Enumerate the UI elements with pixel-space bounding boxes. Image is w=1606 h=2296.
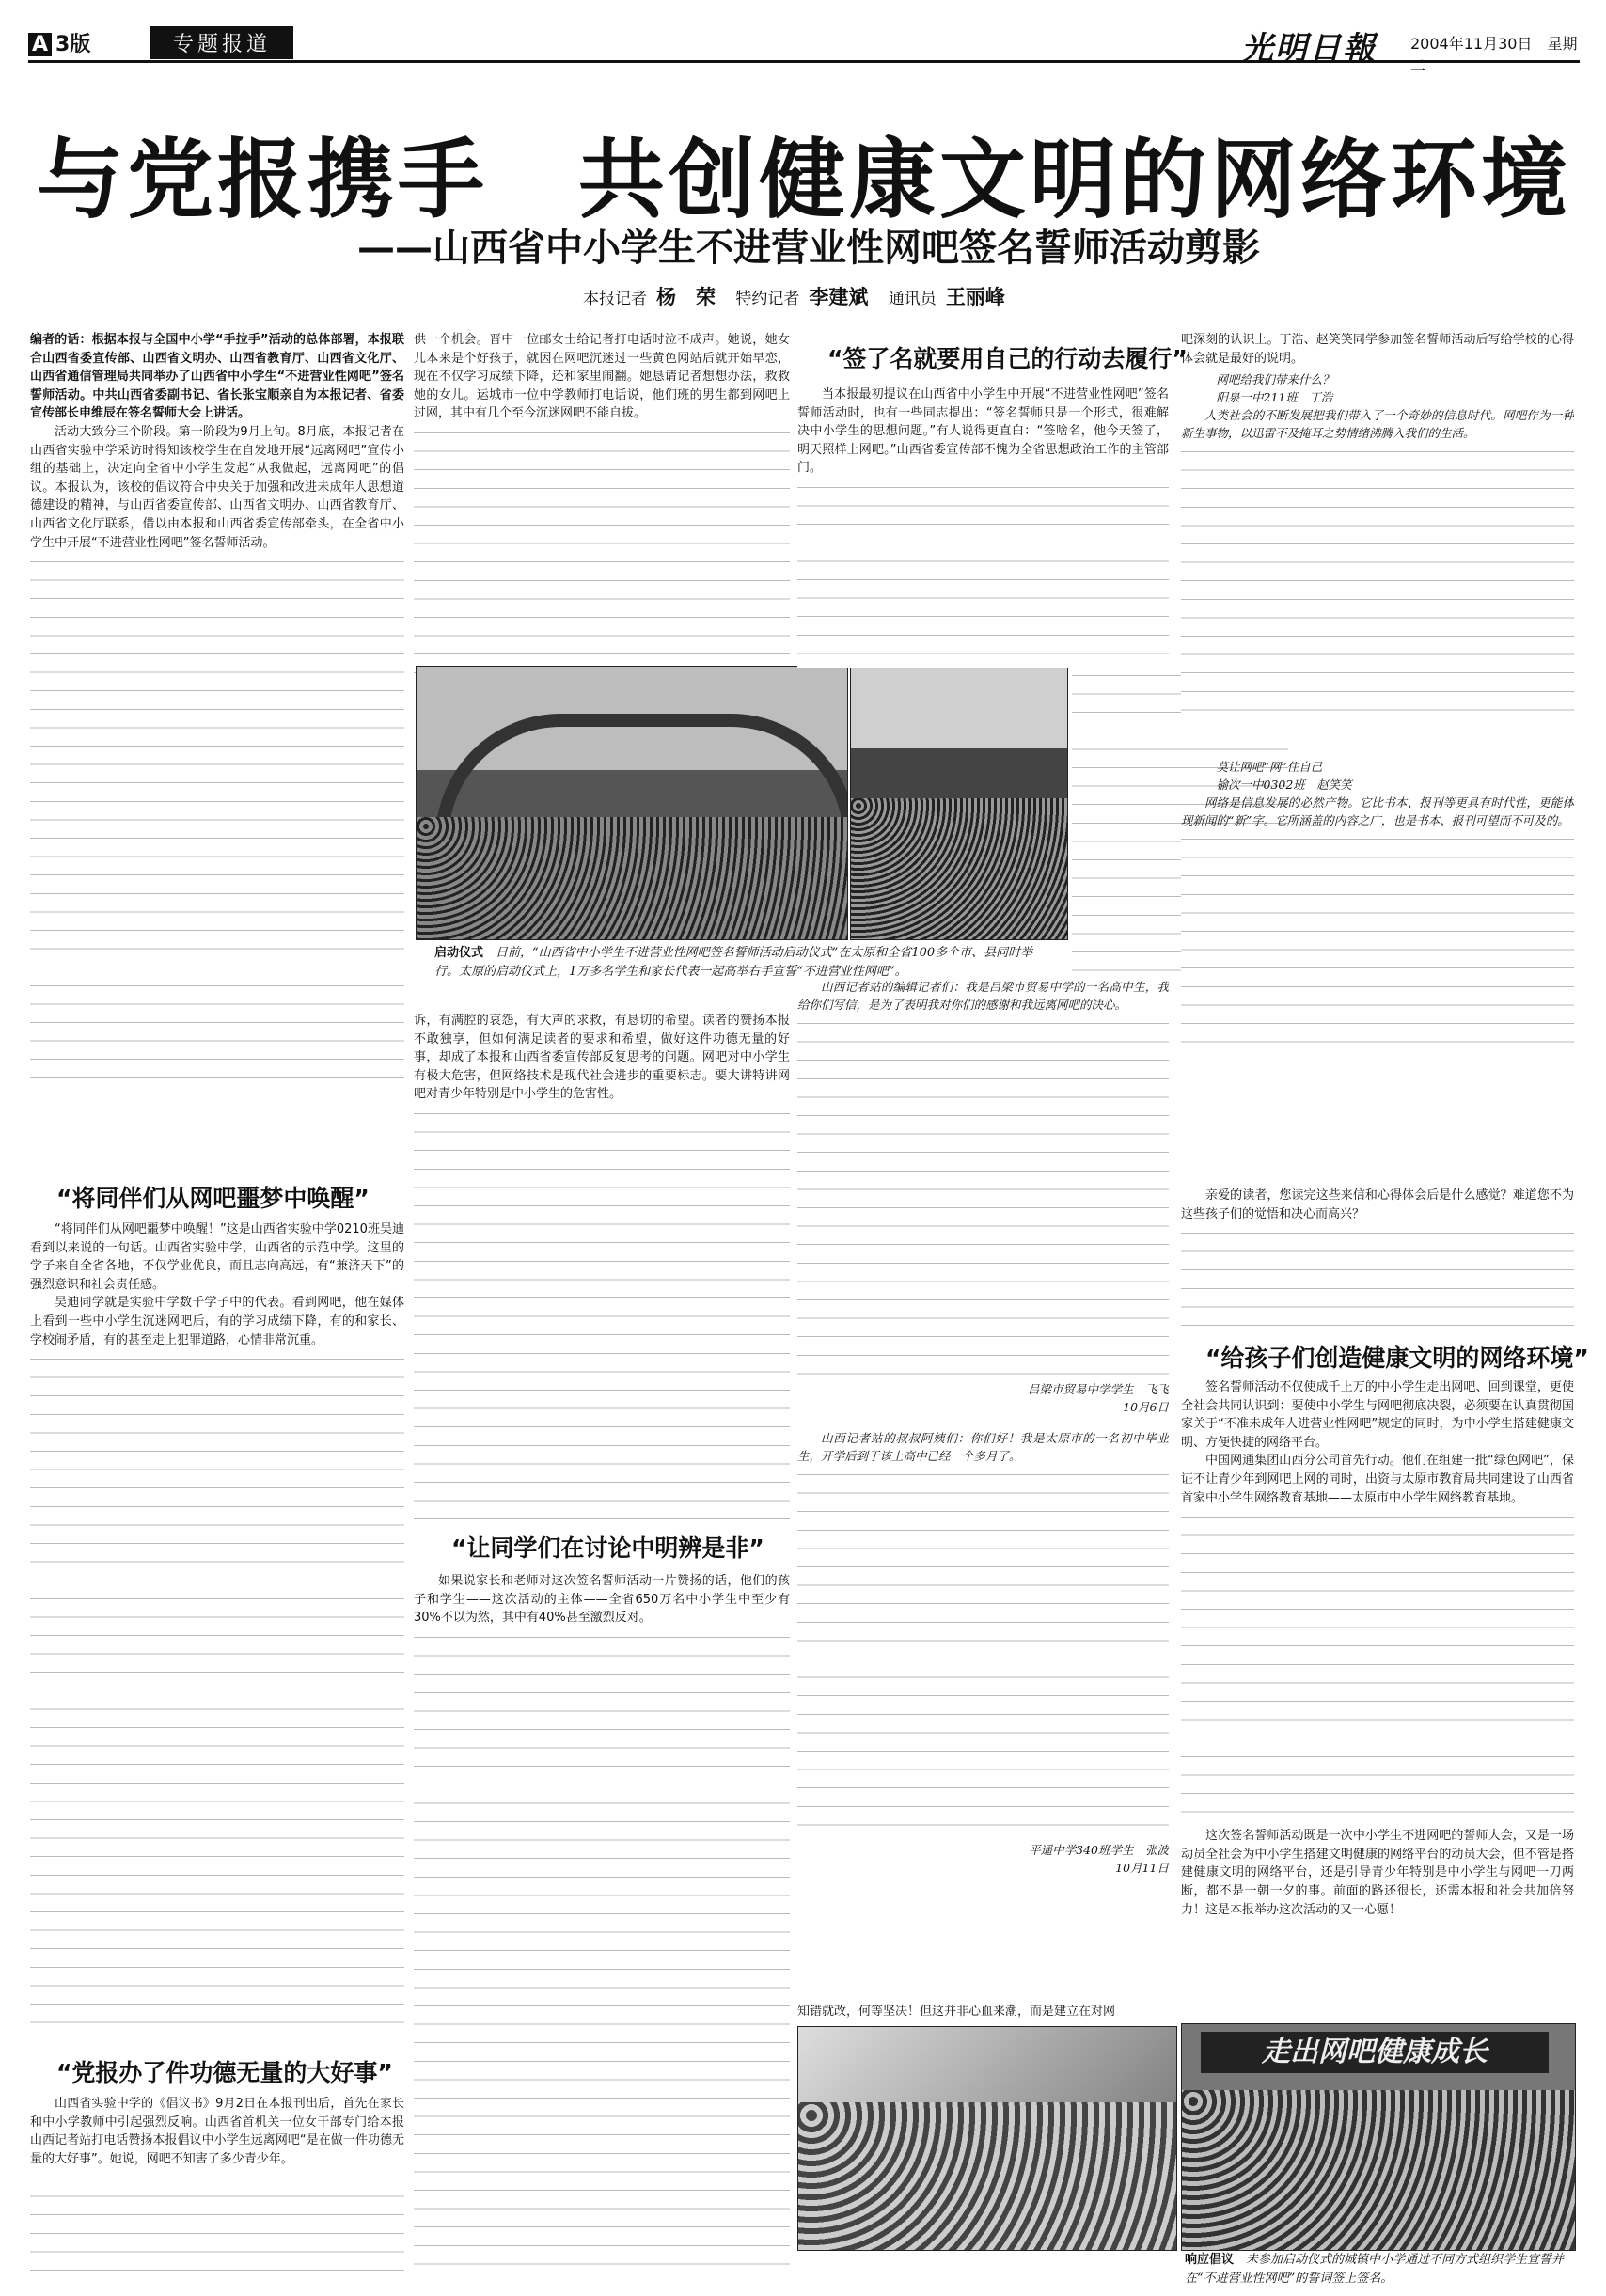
student-signing-photo [1181,2023,1576,2251]
byline-name: 李建斌 [809,286,869,308]
column-2-bottom [414,1572,790,2283]
text-filler [30,552,404,1078]
text-filler [30,2168,404,2281]
essay-author: 榆次一中0302班 赵笑笑 [1216,778,1352,792]
text-filler [1181,1507,1574,1827]
page-num: 3版 [55,33,91,56]
section-heading: “让同学们在讨论中明辨是非” [451,1534,764,1562]
subheadline: ——山西省中小学生不进营业性网吧签名誓师活动剪影 [357,227,1260,270]
text-filler [1181,829,1574,1055]
editor-note: 编者的话：根据本报与全国中小学“手拉手”活动的总体部署，本报联合山西省委宣传部、山西省文明办、山西省教育厅、山西省文化厅、山西省通信管理局共同举办了山西省中小学生“不进营业性网吧”签名誓师活动。中共山西省委副书记、省长张宝顺亲自为本报记者、省委宣传部长申维辰在签名誓师大会上讲话。 [30,333,404,421]
student-signing-photo-left [797,2026,1177,2251]
text-filler [1181,1223,1574,1331]
column-3-letters [797,978,1169,2003]
caption-text: 未参加启动仪式的城镇中小学通过不同方式组织学生宣誓并在“不进营业性网吧”的誓词签上签名。 [1185,2253,1565,2286]
essay-2 [1181,758,1574,1087]
column-4-bottom [1181,1378,1574,2018]
section-heading: “给孩子们创造健康文明的网络环境” [1205,1345,1589,1372]
letter-date: 10月11日 [1115,1861,1169,1875]
byline [583,282,1020,310]
letter-1: 山西记者站的编辑记者们：我是吕梁市贸易中学的一名高中生，我给你们写信，是为了表明我对你们的感谢和我远离网吧的决心。 [797,980,1169,1012]
section-heading: “签了名就要用自己的行动去履行” [827,345,1188,372]
byline-role: 特约记者 [735,290,800,308]
section-tag: 专题报道 [150,26,293,59]
launch-ceremony-photo-right [850,666,1068,940]
masthead-logo: 光明日報 [1241,30,1377,68]
crowd [417,817,847,939]
banner: 走出网吧健康成长 [1201,2032,1549,2073]
letter-signature: 平遥中学340班学生 张波 [1029,1843,1169,1857]
text-filler [1181,442,1574,724]
text-filler [30,1349,404,2026]
caption-text: 日前，“山西省中小学生不进营业性网吧签名誓师活动启动仪式”在太原和全省100多个市、县同时举行。太原的启动仪式上，1万多名学生和家长代表一起高举右手宣誓“不进营业性网吧”。 [434,946,1033,979]
column-1-mid [30,1220,404,2048]
crowd [851,798,1067,939]
column-1-bottom [30,2095,404,2283]
column-1-top [30,331,404,1177]
page-letter: A [28,33,52,56]
column-4-mid [1181,1187,1574,1337]
byline-name: 王丽峰 [945,286,1005,308]
paragraph: 知错就改，何等坚决！但这并非心血来潮，而是建立在对网 [797,2005,1116,2019]
photo-caption [434,944,1055,982]
issue-date: 2004年11月30日 星期二 [1410,35,1578,74]
text-filler [797,478,1169,668]
page-header [28,23,1580,74]
headline: 与党报携手 共创健康文明的网络环境 [36,130,1571,230]
letter-2: 山西记者站的叔叔阿姨们：你们好！我是太原市的一名初中毕业生，开学后到于该上高中已经一个多月了。 [797,1431,1169,1463]
paragraph: 中国网通集团山西分公司首先行动。他们在组建一批“绿色网吧”，保证不让青少年到网吧上网的同时，出资与太原市教育局共同建设了山西省首家中小学生网络教育基地——太原市中小学生网络教育基地。 [1181,1454,1574,1505]
essay-author: 阳泉一中211班 丁浩 [1216,390,1333,404]
paragraph: 吧深刻的认识上。丁浩、赵笑笑同学参加签名誓师活动后写给学校的心得体会就是最好的说明。 [1181,333,1574,365]
section-heading: “党报办了件功德无量的大好事” [56,2059,393,2086]
column-4-intro [1181,331,1574,365]
paragraph: 供一个机会。晋中一位邮女士给记者打电话时泣不成声。她说，她女儿本来是个好孩子，就因在网吧沉迷过一些黄色网站后就开始早恋，现在不仅学习成绩下降，还和家里闹翻。她恳请记者想想办法，救救她的女儿。运城市一位中学教师打电话说，他们班的男生都到网吧上过网，其中有几个至今沉迷网吧不能自拔。 [414,333,790,421]
photo-caption [1185,2251,1570,2288]
caption-label: 响应倡议 [1185,2253,1235,2267]
column-3-top [797,385,1169,668]
paragraph: 诉，有满腔的哀怨，有大声的求救，有恳切的希望。读者的赞扬本报不敢独享，但如何满足读者的要求和希望，做好这件功德无量的好事，却成了本报和山西省委宣传部反复思考的问题。网吧对中小学生有极大危害，但网络技术是现代社会进步的重要标志。要大讲特讲网吧对青少年特别是中小学生的危害性。 [414,1014,790,1102]
paragraph: 这次签名誓师活动既是一次中小学生不进网吧的誓师大会，又是一场动员全社会为中小学生搭建文明健康的网络平台的动员大会，但不管是搭建健康文明的网络平台，还是引导青少年特别是中小学生与网吧一刀两断，都不是一朝一夕的事。前面的路还很长，还需本报和社会共加倍努力！这是本报举办这次活动的又一心愿！ [1181,1829,1574,1917]
text-filler [414,423,790,677]
essay-1 [1181,370,1574,756]
column-2-mid [414,1012,790,1524]
paragraph: “将同伴们从网吧噩梦中唤醒！”这是山西省实验中学0210班吴迪看到以来说的一句话。山西省实验中学，山西省的示范中学。这里的学子来自全省各地，不仅学业优良，而且志向高远，有“兼济天下”的强烈意识和社会责任感。 [30,1222,404,1292]
byline-role: 通讯员 [888,290,937,308]
column-2-top [414,331,790,688]
launch-ceremony-photo [416,666,848,940]
students [798,2102,1176,2250]
essay-body: 人类社会的不断发展把我们带入了一个奇妙的信息时代。网吧作为一种新生事物，以迅雷不及掩耳之势情绪沸腾入我们的生活。 [1181,408,1574,440]
byline-role: 本报记者 [583,290,647,308]
paragraph: 如果说家长和老师对这次签名誓师活动一片赞扬的话，他们的孩子和学生——这次活动的主体——全省650万名中小学生中至少有30%不以为然，其中有40%甚至激烈反对。 [414,1574,790,1626]
essay-title: 莫让网吧“网”住自己 [1216,760,1323,774]
paragraph: 吴迪同学就是实验中学数千学子中的代表。看到网吧，他在媒体上看到一些中小学生沉迷网吧后，有的学习成绩下降，有的和家长、学校闹矛盾，有的甚至走上犯罪道路，心情非常沉重。 [30,1296,404,1347]
paragraph: 当本报最初提议在山西省中小学生中开展“不进营业性网吧”签名誓师活动时，也有一些同志提出：“签名誓师只是一个形式，很难解决中小学生的思想问题。”有人说得更直白：“签啥名，他今天签了，明天照样上网吧。”山西省委宣传部不愧为全省思想政治工作的主管部门。 [797,387,1169,476]
paragraph: 签名誓师活动不仅使成千上万的中小学生走出网吧、回到课堂，更使全社会共同认识到：要使中小学生与网吧彻底决裂，必须要在认真贯彻国家关于“不准未成年人进营业性网吧”规定的同时，为中小学生搭建健康文明、方便快捷的网络平台。 [1181,1380,1574,1450]
paragraph: 亲爱的读者，您读完这些来信和心得体会后是什么感觉？难道您不为这些孩子们的觉悟和决心而高兴？ [1181,1188,1574,1221]
column-3-tail [797,2003,1169,2023]
letter-signature: 吕梁市贸易中学学生 飞飞 [1027,1382,1169,1396]
letter-date: 10月6日 [1123,1400,1169,1414]
paragraph: 活动大致分三个阶段。第一阶段为9月上旬。8月底，本报记者在山西省实验中学采访时得知该校学生在自发地开展“远离网吧”宣传小组的基础上，决定向全省中小学生发起“从我做起，远离网吧”的倡议。本报认为，该校的倡议符合中央关于加强和改进未成年人思想道德建设的精神，与山西省委宣传部、山西省文明办、山西省教育厅、山西省文化厅联系，借以由本报和山西省委宣传部牵头，在全省中小学生中开展“不进营业性网吧”签名誓师活动。 [30,424,404,550]
byline-name: 杨 荣 [656,286,716,308]
paragraph: 山西省实验中学的《倡议书》9月2日在本报刊出后，首先在家长和中小学教师中引起强烈反响。山西省首机关一位女干部专门给本报山西记者站打电话赞扬本报倡议中小学生远离网吧“是在做一件功德无量的大好事”。她说，网吧不知害了多少青少年。 [30,2097,404,2166]
caption-label: 启动仪式 [434,946,484,960]
page-number [28,28,90,57]
text-filler [414,1628,790,2276]
essay-body: 网络是信息发展的必然产物。它比书本、报刊等更具有时代性，更能体现新闻的“新”字。它所涵盖的内容之广，也是书本、报刊可望而不可及的。 [1181,795,1574,827]
text-filler [797,1014,1169,1380]
essay-title: 网吧给我们带来什么？ [1216,372,1334,386]
text-filler [797,1465,1169,1841]
text-filler [414,1104,790,1524]
section-heading: “将同伴们从网吧噩梦中唤醒” [56,1185,370,1212]
students [1182,2090,1575,2250]
